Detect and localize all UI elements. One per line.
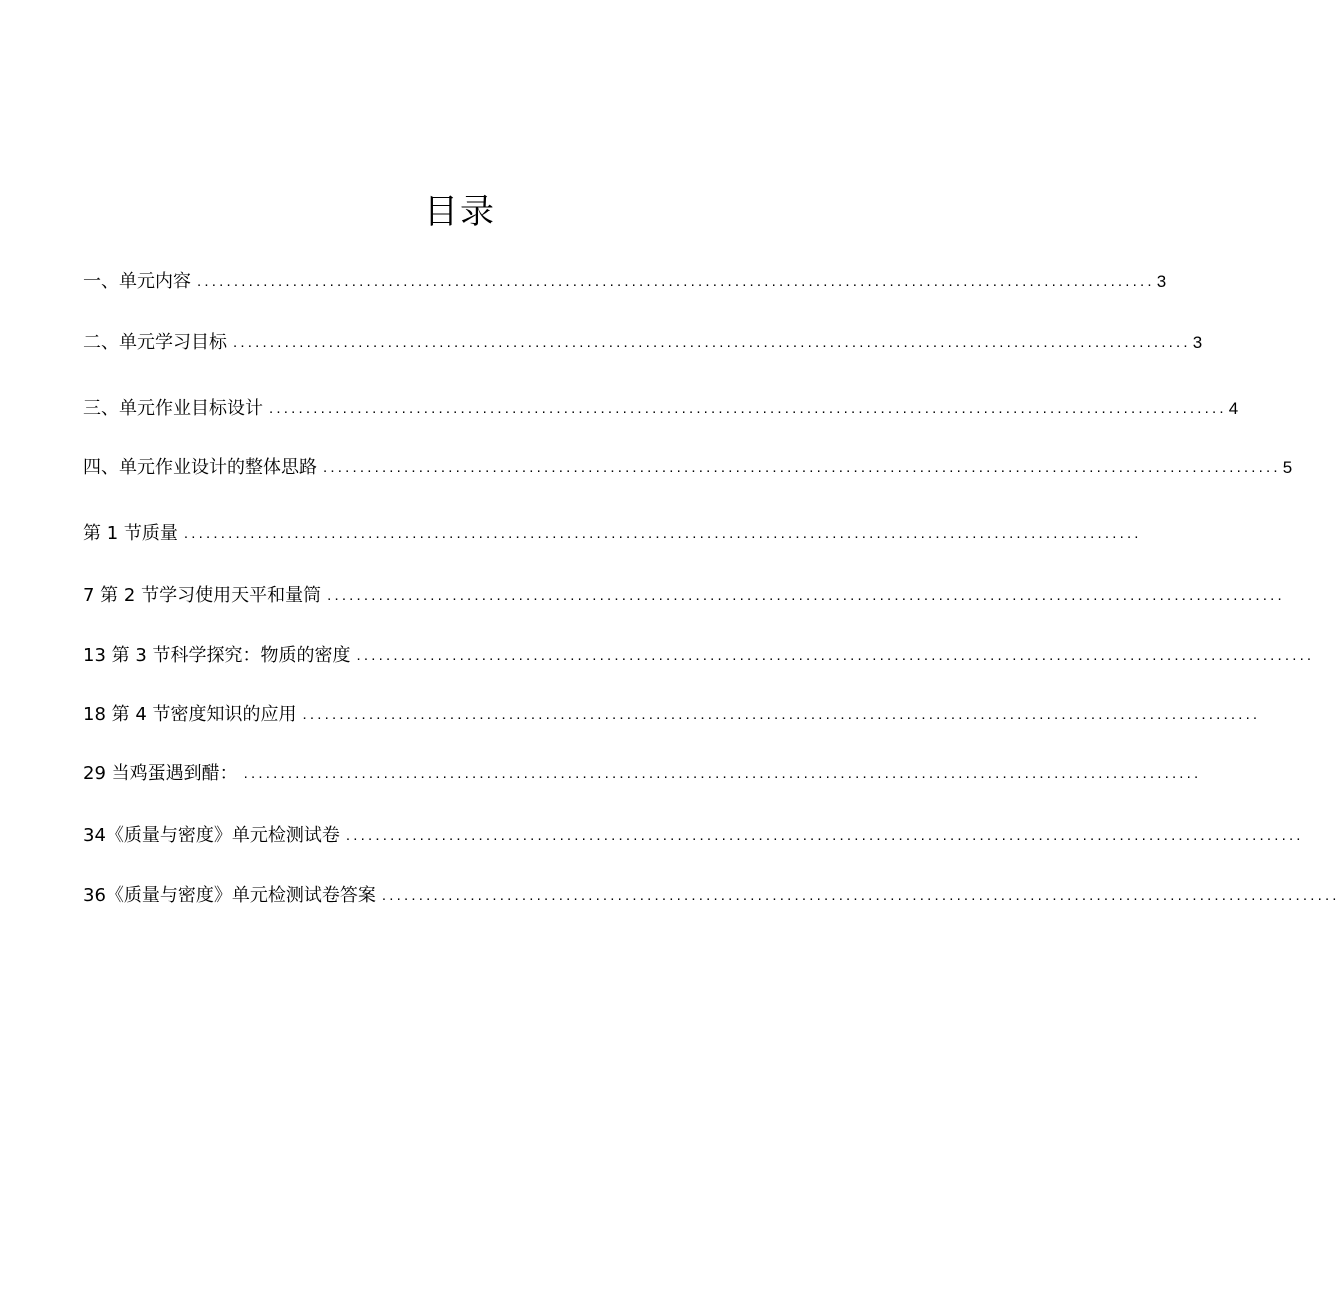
toc-dot-leader: .................................................................................................................................. xyxy=(197,273,1155,290)
toc-entry-page: 3 xyxy=(1156,272,1167,291)
toc-entry[interactable] xyxy=(83,760,1202,788)
toc-entry[interactable] xyxy=(83,520,1142,548)
toc-entry-page: 5 xyxy=(1282,458,1293,477)
toc-dot-leader: .................................................................................................................................. xyxy=(243,765,1202,782)
toc-entry[interactable] xyxy=(83,882,1340,910)
toc-entry-page: 4 xyxy=(1228,399,1239,418)
toc-entry[interactable] xyxy=(83,329,1203,357)
toc-entry-page: 3 xyxy=(1192,333,1203,352)
page-title: 目录 xyxy=(424,192,496,232)
toc-entry-label: 二、单元学习目标 xyxy=(83,332,227,353)
toc-entry[interactable] xyxy=(83,642,1315,670)
toc-dot-leader: .................................................................................................................................. xyxy=(356,647,1315,664)
toc-entry-label: 三、单元作业目标设计 xyxy=(83,398,263,419)
toc-dot-leader: .................................................................................................................................. xyxy=(183,525,1142,542)
toc-dot-leader: .................................................................................................................................. xyxy=(345,827,1304,844)
toc-dot-leader: .................................................................................................................................. xyxy=(233,334,1191,351)
toc-entry-label: 13 第 3 节科学探究：物质的密度 xyxy=(83,645,351,666)
toc-entry-label: 36《质量与密度》单元检测试卷答案 xyxy=(83,885,376,906)
toc-dot-leader: .................................................................................................................................. xyxy=(302,706,1261,723)
toc-entry-label: 7 第 2 节学习使用天平和量筒 xyxy=(83,585,322,606)
toc-entry[interactable] xyxy=(83,822,1304,850)
toc-entry[interactable] xyxy=(83,395,1239,423)
toc-entry-label: 一、单元内容 xyxy=(83,271,191,292)
toc-entry-label: 34《质量与密度》单元检测试卷 xyxy=(83,825,340,846)
toc-dot-leader: .................................................................................................................................. xyxy=(269,400,1227,417)
toc-entry[interactable] xyxy=(83,454,1293,482)
toc-entry[interactable] xyxy=(83,268,1167,296)
toc-dot-leader: .................................................................................................................................. xyxy=(381,887,1340,904)
toc-entry[interactable] xyxy=(83,701,1261,729)
table-of-contents xyxy=(83,0,1340,1301)
toc-entry-label: 四、单元作业设计的整体思路 xyxy=(83,457,317,478)
toc-entry-label: 29 当鸡蛋遇到醋： xyxy=(83,763,238,784)
toc-entry[interactable] xyxy=(83,582,1285,610)
toc-dot-leader: .................................................................................................................................. xyxy=(327,587,1285,604)
toc-dot-leader: .................................................................................................................................. xyxy=(323,459,1281,476)
toc-entry-label: 18 第 4 节密度知识的应用 xyxy=(83,704,297,725)
toc-entry-label: 第 1 节质量 xyxy=(83,523,178,544)
